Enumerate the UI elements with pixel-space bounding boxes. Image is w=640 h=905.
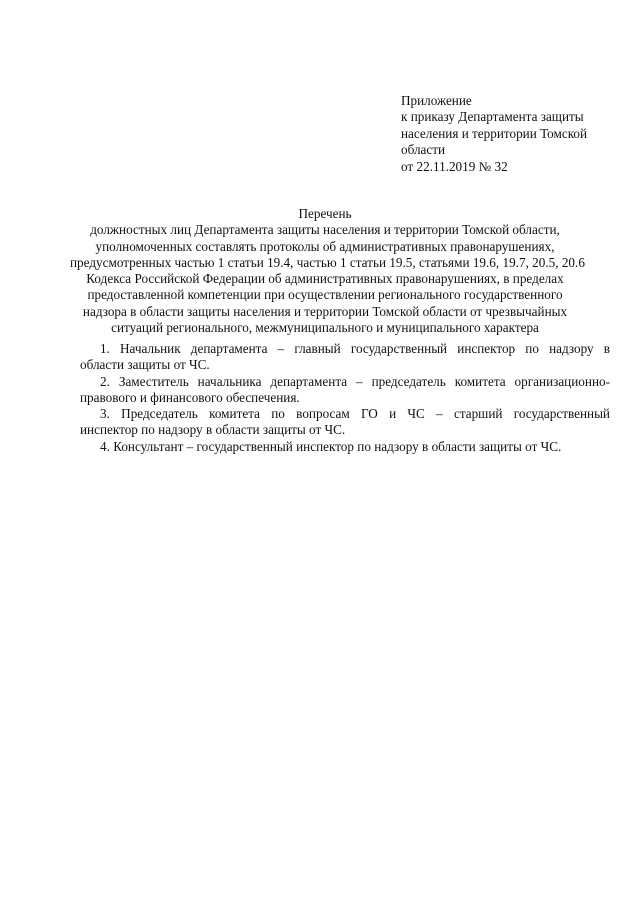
subtitle-line-7: ситуаций регионального, межмуниципального и муниципального характера: [111, 320, 539, 336]
appendix-line-2: к приказу Департамента защиты: [401, 109, 584, 125]
list-item-first-line: 1. Начальник департамента – главный государственный инспектор по надзору в: [100, 341, 610, 356]
title-subtitle: [70, 222, 585, 336]
document-title: [70, 206, 585, 336]
list-item: [80, 439, 610, 455]
list-item-first-line: 3. Председатель комитета по вопросам ГО и ЧС – старший государственный: [100, 406, 610, 422]
subtitle-line-2: уполномоченных составлять протоколы об административных правонарушениях,: [95, 238, 555, 254]
list-item: [80, 374, 610, 407]
appendix-date-number: от 22.11.2019 № 32: [401, 158, 508, 174]
appendix-line-4: области: [401, 142, 446, 158]
appendix-line-1: Приложение: [401, 93, 472, 108]
appendix-header: [401, 93, 611, 175]
subtitle-line-4: Кодекса Российской Федерации об административных правонарушениях, в пределах: [86, 271, 564, 287]
positions-list: [80, 341, 610, 455]
list-item: [80, 406, 610, 439]
subtitle-line-1: должностных лиц Департамента защиты населения и территории Томской области,: [90, 222, 560, 238]
list-item-first-line: 2. Заместитель начальника департамента – председатель комитета организационно-: [100, 373, 610, 389]
subtitle-line-3: предусмотренных частью 1 статьи 19.4, частью 1 статьи 19.5, статьями 19.6, 19.7, 20.5, 20.6: [70, 254, 585, 270]
list-item-continuation: правового и финансового обеспечения.: [80, 389, 300, 405]
list-item: [80, 341, 610, 374]
list-item-continuation: области защиты от ЧС.: [80, 357, 210, 373]
appendix-line-3: населения и территории Томской: [401, 125, 588, 141]
list-item-continuation: инспектор по надзору в области защиты от ЧС.: [80, 422, 346, 438]
subtitle-line-5: предоставленной компетенции при осуществлении регионального государственного: [87, 287, 563, 303]
subtitle-line-6: надзора в области защиты населения и территории Томской области от чрезвычайных: [82, 303, 568, 319]
title-heading: Перечень: [298, 206, 352, 221]
list-item-first-line: 4. Консультант – государственный инспектор по надзору в области защиты от ЧС.: [100, 438, 562, 454]
